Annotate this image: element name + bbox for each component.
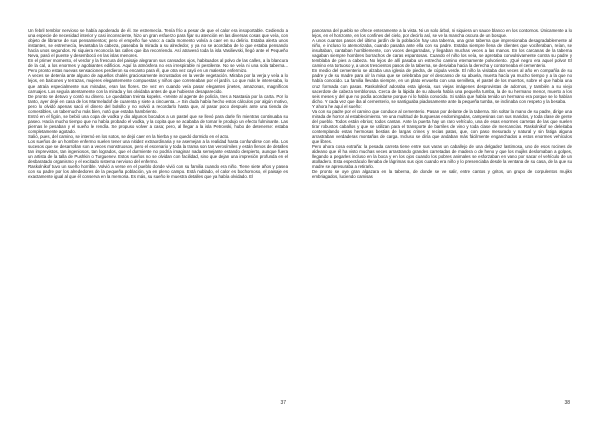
paragraph: Raskolnikof tuvo un sueño horrible. Volvió a verse en el pueblo donde vivió con su familia cuando era niño. Tiene siete años y pasea con su padre por los alrededores de la pequeña población, ya en pleno campo. Está nublado, el calor es bochornoso, el paisaje es exactamente igual al que él conserva en la memoria. Es más, su sueño le muestra detalles que ya había olvidado. El [28,164,288,180]
paragraph: panorama del pueblo se ofrece enteramente a la vista. Ni un solo árbol, ni siquiera un sauce blanco en los contornos. Únicamente a lo lejos, en el horizonte, en los confines del cielo, por decirlo así, se ve la mancha oscura de un bosque. [312,28,572,39]
page-number: 38 [564,400,570,406]
right-page-text [312,28,572,388]
left-page [28,28,288,410]
paragraph: Un febril temblor nervioso se había apoderado de él. Se estremecía. Tenía frío a pesar de que el calor era insoportable. Cediendo a una especie de necesidad interior y casi inconsciente, hizo un gran esfuerzo para fijar su atención en las diversas cosas que veía, con objeto de librarse de sus pensamientos; pero el empeño fue vano: a cada momento volvía a caer en su delirio. Estaba alerta unos instantes, se estremecía, levantaba la cabeza, paseaba la mirada a su alrededor, y ya no se acordaba de lo que estaba pensando hacía unos segundos. Ni siquiera reconocía las calles que iba recorriendo. Así atravesó toda la isla Vasilievski, llegó ante el Pequeño Neva, pasó el puente y desembocó en las islas menores. [28,28,288,59]
paragraph: En el primer momento, el verdor y la frescura del paisaje alegraron sus cansados ojos, habituados al polvo de las calles, a la blancura de la cal, a los enormes y agobiantes edificios. Aquí la atmósfera no era irrespirable ni pestilente. No se veía ni una sola taberna... Pero pronto estas nuevas sensaciones perdieron su encanto para él, que otra vez cayó en un malestar enfermizo. [28,58,288,74]
page-number: 37 [280,400,286,406]
paragraph: De pronto se oye gran algazara en la taberna, de donde se ve salir, entre cantos y gritos, un grupo de corpulentos mujiks embriagados, luciendo camisas [312,169,572,180]
right-page [312,28,572,410]
paragraph: Pero ahora cosa extraña: la pesada carreta tiene entre sus varas un caballejo de una delgadez lastimosa, uno de esos rocines de aldeano que él ha visto muchas veces arrastrando grandes carretadas de madera o de heno y que los mujiks deslomaban a golpes, llegando a pegarles incluso en la boca y en los ojos cuando los pobres animales se esforzaban en vano por sacar el vehículo de un atolladero. Esta espectáculo llenaba de lágrimas sus ojos cuando era niño y lo presenciaba desde la ventana de su casa, de la que su madre se apresuraba a retirarlo. [312,144,572,170]
paragraph: De pronto se detuvo y contó su dinero. Le quedaban treinta kopeks. «Veinte al agente de policía, tres a Nastasia por la carta. Por lo tanto, ayer dejé en casa de los Marmeladof de cuarenta y siete a cincuenta...» Sin duda había hecho estos cálculos por algún motivo, pero lo olvidó apenas sacó el dinero del bolsillo y no volvió a recordarlo hasta que, al pasar poco después ante una tienda de comestibles, un tabernucho más bien, notó que estaba hambriento. [28,93,288,114]
paragraph: Los sueños de un hombre enfermo suelen tener una nitidez extraordinaria y se asemejan a la realidad hasta confundirse con ella. Los sucesos que se desarrollan son a veces monstruosos, pero el escenario y toda la trama son tan verosímiles y están llenos de detalles tan imprevistos, tan ingeniosos, tan logrados, que el durmiente no podría imaginar nada semejante estando despierto, aunque fuera un artista de la talla de Pushkin o Turguenev. Estos sueños no se olvidan con facilidad, sino que dejan una impresión profunda en el desbaratado organismo y el excitado sistema nervioso del enfermo. [28,139,288,165]
left-page-text [28,28,288,388]
paragraph: A unos cuantos pasos del último jardín de la población hay una taberna, una gran taberna que impresionaba desagradablemente al niño, e incluso lo atemorizaba, cuando pasaba ante ella con su padre. Estaba siempre llena de clientes que vociferaban, reían, se insultaban, cantaban horriblemente, con voces desgarradas, y llegaban muchas veces a las manos. En los carcanas de la taberna vagaban siempre hombres borrachos de caras espantosas. Cuando el niño los veía, se apretaba convulsivamente contra su padre y temblaba de pies a cabeza. No lejos de allí pasaba un estrecho camino eternamente polvoriento. ¡Qué negro era aquel polvo! El camino era tortuoso y, a unos trescientos pasos de la taberna, se desviaba hacia la derecha y contorneaba el cementerio. [312,38,572,69]
paragraph: Va con su padre por el camino que conduce al cementerio. Pasan por delante de la taberna. Sin soltar la mano de su padre, dirige una mirada de horror al establecimiento. Ve una multitud de burguesas endomingadas, campesinas con sus maridos, y toda clase de gente del pueblo. Todos están ebrios; todos cantan. Ante la puerta hay un raro vehículo, una de esas enormes carretas de las que suelen tirar robustos caballos y que se utilizan para el transporte de barriles de vino y toda clase de mercancías. Raskolnikof se deleitaba contemplando estas hermosas bestias de largas crines y recias patas, que, con paso mesurado y natural y sin fatiga alguna arrastraban verdaderas montañas de carga. Incluso se diría que andaban más fácilmente enganchados a estos enormes vehículos que libres. [312,108,572,145]
paragraph: Y ahora he aquí el sueño: [312,103,362,109]
paragraph: En medio del cementerio se alzaba una iglesia de piedra, de cúpula verde. El niño la visitaba dos veces al año en compañía de su padre y de su madre para oír la misa que se celebraba por el descanso de su abuela, muerta hacía ya mucho tiempo y a la que no había conocido. La familia llevaba siempre, en un plato envuelto con una servilleta, el pastel de los muertos, sobre el que había una cruz formada con pasas. Raskolnikof adoraba esta iglesia, sus viejas imágenes desprovistas de adornos, y también a su viejo sacerdote de cabeza temblorosa. Cerca de la lápida de su abuela había una pequeña tumba, la de su hermano menor, muerto a los seis meses y del que no podía acordarse porque ni lo había conocido. Si sabía que había tenido un hermano era porque se lo habían dicho. Y cada vez que iba al cementerio, se santiguaba piadosamente ante la pequeña tumba, se inclinaba con respeto y la besaba. [312,68,572,104]
paragraph: A veces se detenía ante alguno de aquellos chalés graciosamente incrustados en la verde vegetación. Miraba por la verja y veía a lo lejos, en balcones y terrazas, mujeres elegantemente compuestas y niños que correteaban por el jardín. Lo que más le interesaba, lo que atraía especialmente sus miradas, eran las flores. De vez en cuando veía pasar elegantes jinetes, amazonas, magníficos carruajes. Los seguía atentamente con la mirada y los olvidaba antes de que hubieran desaparecido. [28,73,288,94]
paragraph: Salió, pues, del camino, se internó en los sotos, se dejó caer en la hierba y se quedó dormido en el acto. [28,133,230,139]
paragraph: Entró en el figón, se bebió una copa de vodka y dio algunos bocados a un pastel que se llevó para darle fin mientras continuaba su paseo. Hacía mucho tiempo que no había probado el vodka, y la copita que se acababa de tomar le produjo un efecto fulminante. Las piernas le pesaban y el sueño le rendía. Se propuso volver a casa; pero, al llegar a la isla Petrovski, hubo de detenerse: estaba completamente agotado. [28,113,288,134]
